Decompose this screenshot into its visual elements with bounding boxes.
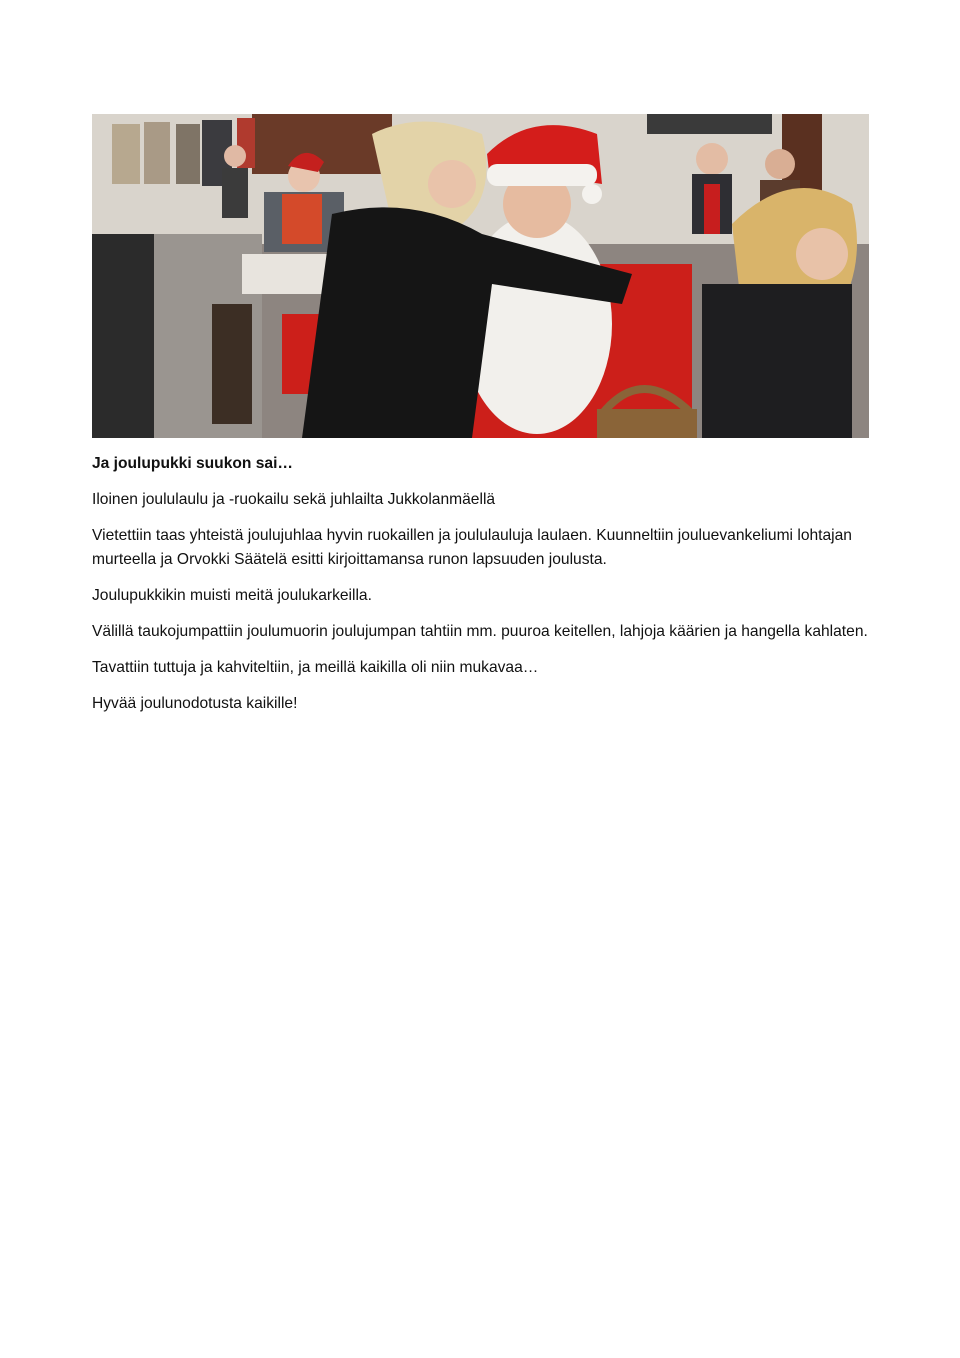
article-paragraph: Vietettiin taas yhteistä joulujuhlaa hyvin ruokaillen ja joululauluja laulaen. Kuunneltiin jouluevankeliumi lohtajan murteella ja Orvokki Säätelä esitti kirjoittamansa runon lapsuuden joulusta. [92, 527, 852, 568]
article-title: Ja joulupukki suukon sai… [92, 455, 294, 472]
event-photo [92, 114, 869, 438]
article-body [92, 452, 872, 728]
photo-illustration [92, 114, 869, 438]
article-paragraph: Hyvää joulunodotusta kaikille! [92, 695, 298, 712]
article-paragraph: Iloinen joululaulu ja -ruokailu sekä juhlailta Jukkolanmäellä [92, 491, 496, 508]
article-paragraph: Välillä taukojumpattiin joulumuorin joulujumpan tahtiin mm. puuroa keitellen, lahjoja käärien ja hangella kahlaten. [92, 623, 868, 640]
article-paragraph: Joulupukkikin muisti meitä joulukarkeilla. [92, 587, 372, 604]
article-paragraph: Tavattiin tuttuja ja kahviteltiin, ja meillä kaikilla oli niin mukavaa… [92, 659, 539, 676]
